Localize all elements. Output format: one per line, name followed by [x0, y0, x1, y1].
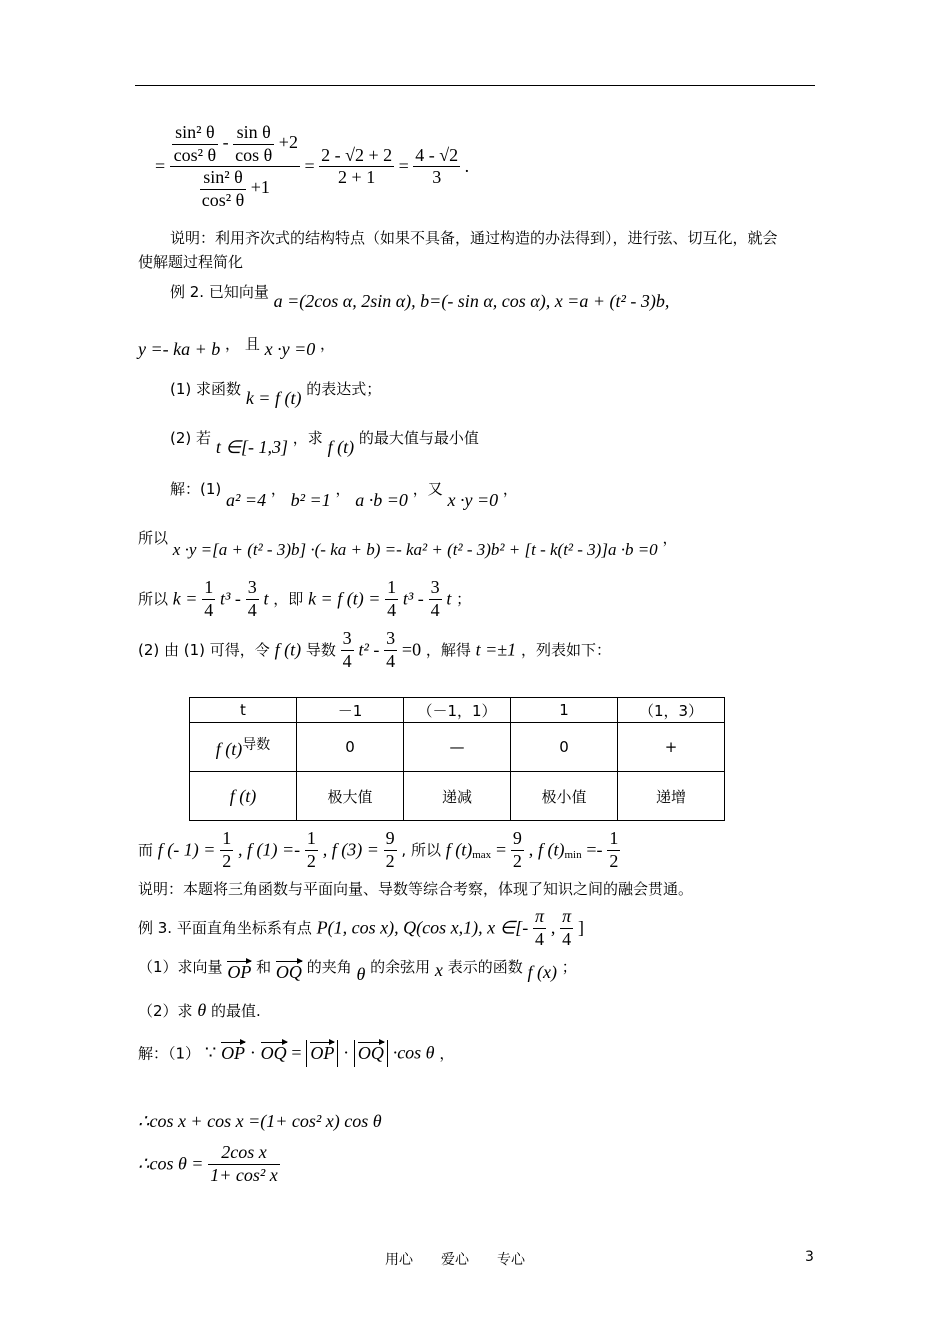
fraction-three-quarters — [429, 577, 442, 621]
dot: · — [343, 1042, 350, 1063]
fraction-numerator: 3 — [429, 577, 442, 600]
function-word: 表示的函数 — [447, 958, 523, 976]
derivation-xy — [138, 528, 678, 559]
so-label: 所以 — [138, 590, 169, 609]
row-label-sup: 导数 — [242, 737, 271, 753]
fraction-denominator: 4 — [247, 599, 257, 620]
question-suffix: 的最大值与最小值 — [358, 429, 479, 447]
vector-op: OP — [221, 1043, 246, 1063]
table-header-cell: 1 — [511, 698, 618, 723]
fraction-numerator: 3 — [341, 628, 354, 651]
minus-sign: - — [222, 132, 229, 153]
question-prefix: （2）求 — [138, 1002, 193, 1020]
angle-word: 的夹角 — [306, 958, 352, 976]
comma: ， — [335, 480, 351, 498]
fraction-numerator: 9 — [511, 828, 524, 851]
vector-oq: OQ — [275, 962, 302, 982]
table-header-cell: （1，3） — [618, 698, 725, 723]
complex-numerator — [170, 122, 300, 167]
close-bracket: ] — [577, 917, 584, 938]
fraction-denominator: 2 — [306, 850, 316, 871]
fraction-denominator: 4 — [387, 599, 397, 620]
fraction-numerator: π — [560, 906, 573, 929]
x-var: x — [434, 960, 443, 980]
example-label: 例 3. 平面直角坐标系有点 — [138, 919, 312, 938]
fraction-denominator: 4 — [204, 599, 214, 620]
fraction-nine-halves — [384, 828, 397, 872]
t-cubed: t³ - — [402, 588, 424, 609]
expansion-expression: x ·y =[a + (t² - 3)b] ·(- ka + b) =- ka² + (t² - 3)b² + [t - k(t² - 3)]a ·b =0 — [172, 540, 658, 559]
plus-two: +2 — [278, 132, 298, 153]
k-f-equals: k = f (t) = — [308, 588, 381, 609]
fraction-denominator: 4 — [342, 650, 352, 671]
question-2 — [170, 427, 479, 457]
fraction-denominator: 3 — [432, 167, 442, 188]
fraction-half — [220, 828, 233, 872]
note-line-2: 使解题过程简化 — [138, 253, 244, 271]
fraction-pi-quarter — [560, 906, 573, 950]
fraction-three-quarters — [246, 577, 259, 621]
example-2-condition — [138, 333, 336, 359]
equals-zero: =0 — [401, 639, 422, 660]
row-label-derivative — [190, 723, 297, 772]
cos-theta-equals: ∴cos θ = — [138, 1153, 204, 1174]
equals-minus: =- — [586, 839, 603, 860]
fraction-half — [607, 828, 620, 872]
theta: θ — [356, 964, 366, 984]
vector-definitions: a =(2cos α, 2sin α), b=(- sin α, cos α), x =a + (t² - 3)b, — [273, 291, 670, 311]
monotonicity-table — [189, 697, 725, 821]
t-squared: t² - — [358, 639, 380, 660]
extrema-values — [138, 828, 620, 872]
example-label: 例 2. 已知向量 — [170, 283, 269, 301]
solution-3 — [138, 1040, 454, 1067]
example-2-statement — [170, 283, 670, 311]
table-row — [190, 698, 725, 723]
equals-sign: = — [155, 155, 166, 176]
comma: , — [528, 839, 534, 860]
solution-1 — [170, 478, 518, 510]
b-squared: b² =1 — [290, 490, 331, 510]
question-prefix: （1）求向量 — [138, 958, 223, 976]
table-cell: 0 — [511, 723, 618, 772]
fraction-denominator: cos² θ — [201, 189, 245, 210]
comma: ， — [502, 480, 518, 498]
question-prefix: (1) 求函数 — [170, 380, 242, 398]
equals-sign: = — [304, 155, 315, 176]
table-row — [190, 723, 725, 772]
frac-sin-cos — [233, 122, 274, 166]
fraction-denominator: 4 — [562, 928, 572, 949]
fraction-denominator: 2 + 1 — [338, 167, 376, 188]
table-cell: — — [404, 723, 511, 772]
so-label: 所以 — [138, 529, 169, 547]
fraction-numerator: 3 — [246, 577, 259, 600]
semicolon: ； — [456, 590, 472, 609]
row-label-function — [190, 772, 297, 821]
fraction-numerator: 9 — [384, 828, 397, 851]
vector-oq: OQ — [260, 1043, 287, 1063]
fraction-numerator: sin² θ — [200, 167, 247, 190]
comma: , — [550, 917, 556, 938]
magnitude-oq — [354, 1040, 388, 1067]
note-line-1: 说明：利用齐次式的结构特点（如果不具备，通过构造的办法得到），进行弦、切互化，就会 — [170, 229, 778, 247]
cosine-word: 的余弦用 — [370, 958, 431, 976]
fraction-numerator: 2 - √2 + 2 — [319, 145, 394, 168]
comma: ， — [662, 529, 678, 547]
t-var: t — [263, 588, 269, 609]
fraction-numerator: 1 — [607, 828, 620, 851]
table-cell: 0 — [297, 723, 404, 772]
table-header-cell: t — [190, 698, 297, 723]
fraction-denominator: 4 — [430, 599, 440, 620]
frac-result — [413, 145, 460, 189]
equation-simplification — [155, 122, 469, 211]
fraction-denominator: 2 — [609, 850, 619, 871]
vector-op: OP — [310, 1043, 335, 1063]
derivative-word: 导数 — [305, 641, 336, 660]
fraction-three-quarters — [384, 628, 397, 672]
f-min: f (t) — [537, 839, 565, 860]
table-header-cell: －1 — [297, 698, 404, 723]
complex-fraction — [170, 122, 300, 211]
fraction-denominator: 2 — [512, 850, 522, 871]
f-three: , f (3) = — [322, 839, 379, 860]
derivation-k — [138, 577, 471, 621]
fraction-numerator: 4 - √2 — [413, 145, 460, 168]
cos-theta-fraction — [208, 1142, 280, 1186]
table-cell: 递增 — [618, 772, 725, 821]
question-suffix: 的表达式； — [306, 380, 382, 398]
f-one: , f (1) =- — [238, 839, 301, 860]
a-squared: a² =4 — [226, 490, 267, 510]
t-range: t ∈[- 1,3] — [215, 437, 288, 457]
fraction-one-quarter — [385, 577, 398, 621]
fraction-denominator: cos² θ — [173, 144, 217, 165]
function-k: k = f (t) — [245, 388, 302, 408]
therefore-line-2 — [138, 1142, 280, 1186]
because-symbol: ∵ — [204, 1042, 217, 1063]
row-label-fn: f (t) — [229, 785, 257, 806]
f-max: f (t) — [445, 839, 473, 860]
question-prefix: (2) 若 — [170, 429, 212, 447]
fraction-numerator: 1 — [385, 577, 398, 600]
fraction-half — [305, 828, 318, 872]
fraction-numerator: 2cos x — [208, 1142, 280, 1165]
function-fx: f (x) — [527, 962, 557, 982]
table-intro: ，列表如下： — [520, 641, 611, 660]
so-word: , 所以 — [401, 841, 441, 860]
vector-oq: OQ — [357, 1043, 384, 1063]
question-suffix: 的最值. — [210, 1002, 261, 1020]
period: . — [464, 155, 470, 176]
comma: ， — [270, 480, 286, 498]
dot-product-zero: x ·y =0 — [264, 339, 316, 359]
footer-text: 用心 爱心 专心 — [385, 1252, 525, 1268]
fraction-one-quarter — [202, 577, 215, 621]
function-f: f (t) — [274, 639, 302, 660]
question-1 — [170, 378, 382, 408]
header-rule — [135, 85, 815, 86]
fraction-pi-quarter — [533, 906, 546, 950]
question-3-2 — [138, 1000, 261, 1022]
fraction-numerator: 1 — [220, 828, 233, 851]
fraction-denominator: 2 — [385, 850, 395, 871]
fraction-nine-halves — [511, 828, 524, 872]
solution-label: 解：(1) — [170, 480, 222, 498]
points-definition: P(1, cos x), Q(cos x,1), x ∈[- — [316, 917, 529, 938]
fraction-numerator: π — [533, 906, 546, 929]
example-3-statement — [138, 906, 584, 950]
frac-sin2-cos2-bottom — [200, 167, 247, 211]
fraction-denominator: 4 — [386, 650, 396, 671]
magnitude-op — [306, 1040, 338, 1067]
question-3-1 — [138, 955, 577, 984]
plus-one: +1 — [250, 177, 270, 198]
table-row — [190, 772, 725, 821]
dot: · — [249, 1042, 256, 1063]
function-f: f (t) — [327, 437, 355, 457]
table-cell: 递减 — [404, 772, 511, 821]
complex-denominator — [170, 167, 300, 211]
cos-theta: ·cos θ — [392, 1042, 435, 1063]
y-definition: y =- ka + b — [138, 339, 221, 359]
vector-op: OP — [227, 962, 252, 982]
semicolon: ； — [561, 958, 577, 976]
table-cell: 极小值 — [511, 772, 618, 821]
fraction-three-quarters — [341, 628, 354, 672]
fraction-numerator: 3 — [384, 628, 397, 651]
min-subscript: min — [564, 849, 582, 862]
and-word: 且 — [244, 335, 260, 353]
table-cell: 极大值 — [297, 772, 404, 821]
fraction-numerator: 1 — [202, 577, 215, 600]
equals-sign: = — [398, 155, 409, 176]
part-2-label: (2) 由 (1) 可得，令 — [138, 641, 270, 660]
fraction-denominator: 1+ cos² x — [210, 1164, 278, 1185]
comma: ， — [320, 335, 336, 353]
namely: ，即 — [273, 590, 304, 609]
f-minus-one: f (- 1) = — [157, 839, 216, 860]
fraction-numerator: sin θ — [233, 122, 274, 145]
t-var: t — [446, 588, 452, 609]
and-word: 而 — [138, 841, 154, 860]
theta: θ — [197, 1000, 207, 1020]
fraction-denominator: 4 — [535, 928, 545, 949]
x-dot-y: x ·y =0 — [447, 490, 499, 510]
solve-word: ，解得 — [425, 641, 471, 660]
and-word: 和 — [256, 958, 272, 976]
connector: ，又 — [412, 480, 443, 498]
note-2: 说明：本题将三角函数与平面向量、导数等综合考察，体现了知识之间的融会贯通。 — [138, 880, 694, 898]
table-header-cell: （－1，1） — [404, 698, 511, 723]
solution-label: 解：（1） — [138, 1044, 201, 1063]
question-connector: ，求 — [292, 429, 323, 447]
row-label-fn: f (t) — [215, 739, 243, 759]
t-cubed: t³ - — [220, 588, 241, 609]
fraction-denominator: 2 — [222, 850, 232, 871]
frac-radical — [319, 145, 394, 189]
roots: t =±1 — [475, 639, 517, 660]
a-dot-b: a ·b =0 — [355, 490, 408, 510]
fraction-denominator: cos θ — [235, 144, 273, 165]
comma: ， — [225, 335, 241, 353]
derivative-step — [138, 628, 611, 672]
fraction-numerator: sin² θ — [172, 122, 219, 145]
fraction-numerator: 1 — [305, 828, 318, 851]
frac-sin2-cos2 — [172, 122, 219, 166]
equals-sign: = — [495, 839, 507, 860]
equals-sign: = — [291, 1042, 302, 1063]
max-subscript: max — [472, 849, 492, 862]
therefore-line-1: ∴cos x + cos x =(1+ cos² x) cos θ — [138, 1111, 382, 1131]
comma: ， — [439, 1044, 455, 1063]
table-cell: + — [618, 723, 725, 772]
page-number: 3 — [805, 1249, 814, 1265]
k-equals: k = — [172, 588, 198, 609]
